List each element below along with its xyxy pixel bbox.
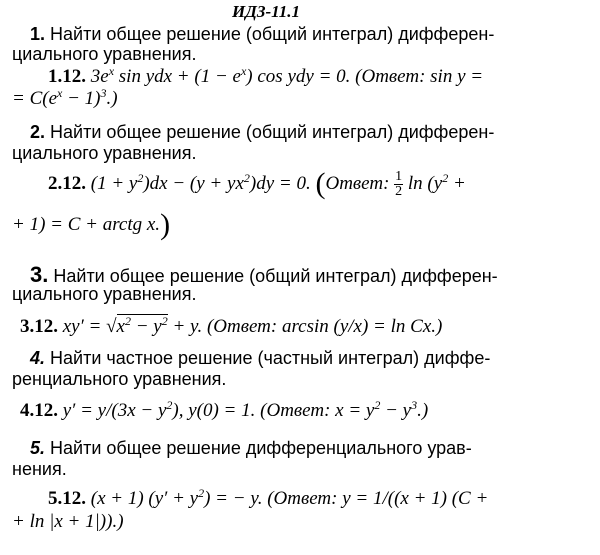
eq-part: 3e <box>90 66 109 87</box>
task-4-equation <box>20 400 428 422</box>
answer-label: Ответ: <box>266 400 331 421</box>
eq-sup: 2 <box>374 398 381 412</box>
sqrt-radicand: $x^2 - y^2$ <box>116 314 168 337</box>
eq-sup: 2 <box>243 170 250 185</box>
task-1-equation <box>48 66 483 88</box>
fraction-one-half: $\frac{1}{2}$ <box>395 169 403 199</box>
eq-sup: x <box>240 64 247 78</box>
task-3-text-line1: Найти общее решение (общий интеграл) дифферен- <box>53 266 498 286</box>
task-3-text-line2: циального уравнения. <box>12 284 197 304</box>
task-1-eq-number: 1.12. <box>48 66 86 87</box>
eq-part: arcsin (y/x) = ln Cx.) <box>277 316 443 337</box>
task-1-equation-cont <box>12 88 118 110</box>
eq-part: sin ydx + (1 − e <box>114 66 241 87</box>
eq-sup: 3 <box>100 86 107 100</box>
eq-part: ) cos ydy = 0. ( <box>246 66 362 87</box>
eq-part: + 1) = C + arctg x. <box>12 214 161 235</box>
task-1-text-line2: циального уравнения. <box>12 44 197 64</box>
task-1-statement <box>30 24 494 45</box>
eq-part: xy′ = <box>62 316 107 337</box>
eq-part: sin y = <box>425 66 484 87</box>
eq-part: y = 1/((x + 1) (C + <box>337 488 489 509</box>
sqrt-sign: √ <box>106 316 117 337</box>
eq-sup: 3 <box>411 398 418 412</box>
task-5-text-line1: Найти общее решение дифференциального урав- <box>50 438 472 458</box>
eq-part: ) = − y. ( <box>204 488 274 509</box>
task-2-equation <box>48 166 466 200</box>
eq-sup: 2 <box>166 398 173 412</box>
eq-part: = C(e <box>12 88 58 109</box>
eq-part: − y <box>380 400 412 421</box>
eq-part: (1 + y <box>90 172 138 194</box>
task-2-text-line2: циального уравнения. <box>12 143 197 163</box>
eq-part: + <box>448 172 466 194</box>
eq-part: (x + 1) (y′ + y <box>90 488 199 509</box>
eq-part: y′ = y/(3x − y <box>62 400 167 421</box>
eq-sup: 2 <box>137 170 144 185</box>
task-4-text-line1: Найти частное решение (частный интеграл) диффе- <box>50 348 491 368</box>
task-5-equation-cont <box>12 511 124 533</box>
answer-label: Ответ: <box>213 316 278 337</box>
paren-open: ( <box>315 166 326 200</box>
answer-label: Ответ: <box>273 488 338 509</box>
task-2-statement <box>30 122 494 143</box>
eq-part: .) <box>106 88 118 109</box>
task-4-statement <box>30 348 490 369</box>
answer-label: Ответ: <box>325 172 390 194</box>
task-3-number: 3. <box>30 262 49 287</box>
task-5-eq-number: 5.12. <box>48 488 86 509</box>
eq-sup: x <box>57 86 63 100</box>
task-4-number: 4. <box>30 348 46 368</box>
eq-part: ), y(0) = 1. ( <box>172 400 267 421</box>
eq-part: x = y <box>330 400 375 421</box>
task-1-text-line1: Найти общее решение (общий интеграл) дифферен- <box>50 24 495 44</box>
task-2-eq-number: 2.12. <box>48 172 86 194</box>
task-5-statement <box>30 438 472 459</box>
task-5-text-line2: нения. <box>12 459 67 479</box>
eq-sup: x <box>108 64 115 78</box>
answer-label: Ответ: <box>361 66 426 87</box>
eq-part: + y. ( <box>167 316 214 337</box>
eq-part: + ln |x + 1|)).) <box>12 511 124 532</box>
eq-sup: 2 <box>198 486 205 500</box>
eq-sup: 2 <box>442 170 449 185</box>
task-2-equation-cont <box>12 208 171 241</box>
eq-part: )dy = 0. <box>249 172 311 194</box>
task-4-text-line2: ренциального уравнения. <box>12 369 227 389</box>
task-3-eq-number: 3.12. <box>20 316 58 337</box>
task-2-number: 2. <box>30 122 46 142</box>
eq-part: )dx − (y + yx <box>143 172 244 194</box>
eq-part: .) <box>417 400 429 421</box>
eq-part: − 1) <box>62 88 101 109</box>
task-5-equation <box>48 488 488 510</box>
paren-close: ) <box>160 208 171 241</box>
page-title: ИДЗ-11.1 <box>232 2 300 21</box>
task-3-equation <box>20 316 442 338</box>
task-4-eq-number: 4.12. <box>20 400 58 421</box>
task-5-number: 5. <box>30 438 46 458</box>
task-1-number: 1. <box>30 24 46 44</box>
eq-part: ln (y <box>403 172 443 194</box>
task-2-text-line1: Найти общее решение (общий интеграл) дифферен- <box>50 122 495 142</box>
